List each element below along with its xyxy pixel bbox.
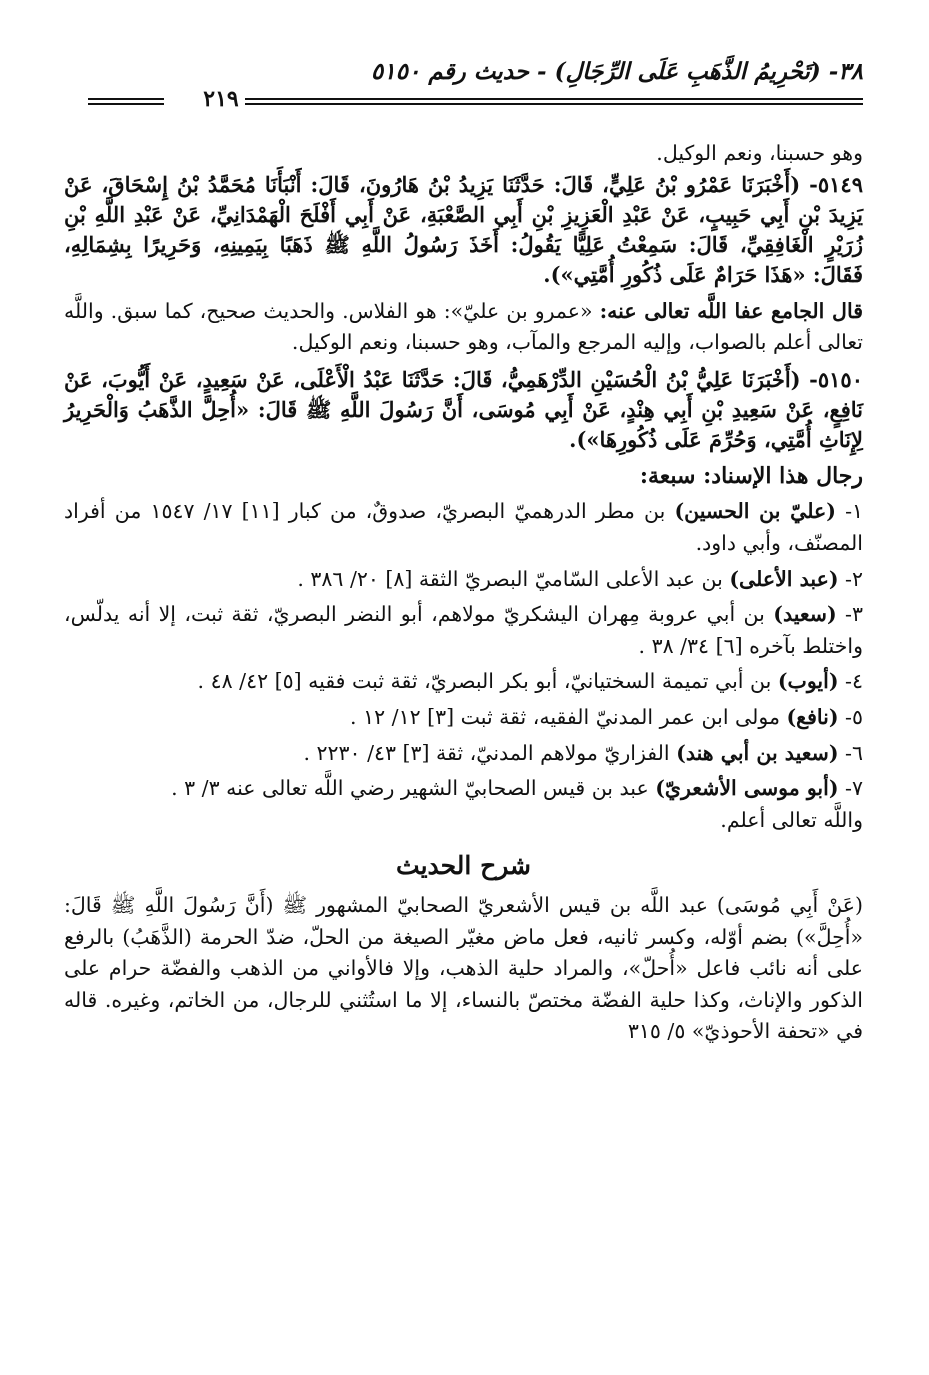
narrator-number: ٤-: [838, 669, 863, 694]
narrator-name: (نافع): [786, 704, 839, 729]
closing-line: واللَّه تعالى أعلم.: [720, 807, 863, 832]
running-header: [88, 52, 863, 112]
narrator-number: ١-: [835, 499, 864, 524]
narrator-item: [64, 599, 863, 662]
narrator-number: ٧-: [838, 776, 863, 801]
narrator-desc: بن مطر الدرهميّ البصريّ، صدوقٌ، من كبار [١١] ١٧/ ١٥٤٧ من أفراد المصنّف، وأبي داود.: [64, 499, 863, 555]
sharh-text: (عَنْ أَبِي مُوسَى) عبد اللَّه بن قيس الأشعريّ الصحابيّ المشهور ﷺ (أَنَّ رَسُولَ اللَّهِ ﷺ قَالَ: «أُحِلَّ») بضم أوّله، وكسر ثانيه، فعل ماض مغيّر الصيغة من الحلّ، ضدّ الحرمة (الذَّهَبُ) بالرفع على أنه نائب فاعل «أُحلّ»، والمراد حلية الذهب، وإلا فالأواني من الذهب والفضّة حرام على الذكور والإناث، وكذا حلية الفضّة مختصّ بالنساء، إلا ما استُثني للرجال، من الخاتم، وغيره. قاله في «تحفة الأحوذيّ» ٥/ ٣١٥: [64, 892, 863, 1044]
narrator-name: (سعيد بن أبي هند): [676, 740, 839, 765]
header-rule: [88, 98, 164, 100]
narrator-number: ٣-: [836, 602, 863, 627]
narrator-name: (عليّ بن الحسين): [674, 499, 836, 524]
author-comment: [64, 296, 863, 359]
narrator-item: [64, 773, 863, 805]
narrator-number: ٦-: [838, 740, 863, 765]
narrator-desc: بن عبد الأعلى السّاميّ البصريّ الثقة [٨] ٢٠/ ٣٨٦ .: [297, 566, 730, 591]
hadith-5150: ٥١٥٠- (أَخْبَرَنَا عَلِيُّ بْنُ الْحُسَيْنِ الدِّرْهَمِيُّ، قَالَ: حَدَّثَنَا عَبْدُ الْأَعْلَى، عَنْ سَعِيدٍ، عَنْ أَيُّوبَ، عَنْ نَافِعٍ، عَنْ سَعِيدِ بْنِ أَبِي هِنْدٍ، عَنْ أَبِي مُوسَى، أَنَّ رَسُولَ اللَّهِ ﷺ قَالَ: «أُحِلَّ الذَّهَبُ وَالْحَرِيرُ لِإِنَاثِ أُمَّتِي، وَحُرِّمَ عَلَى ذُكُورِهَا»).: [64, 366, 863, 452]
narrator-number: ٢-: [838, 566, 863, 591]
narrator-number: ٥-: [838, 704, 863, 729]
narrator-desc: بن أبي عروبة مِهران اليشكريّ مولاهم، أبو النضر البصريّ، ثقة ثبت، إلا أنه يدلّس، واختلط بآخره [٦] ٣٤/ ٣٨ .: [64, 602, 863, 658]
sharh-heading: شرح الحديث: [396, 851, 531, 881]
narrator-name: (سعيد): [773, 602, 837, 627]
narrator-item: [64, 702, 863, 734]
narrator-desc: عبد بن قيس الصحابيّ الشهير رضي اللَّه تعالى عنه ٣/ ٣ .: [171, 776, 656, 801]
closing-phrase: وهو حسبنا، ونعم الوكيل.: [656, 141, 863, 165]
comment-text: «عمرو بن عليّ»: هو الفلاس. والحديث صحيح، كما سبق. واللَّه تعالى أعلم بالصواب، وإليه المرجع والمآب، وهو حسبنا، ونعم الوكيل.: [64, 298, 863, 355]
chapter-title: ٣٨- (تَحْرِيمُ الذَّهَبِ عَلَى الرِّجَالِ) - حديث رقم ٥١٥٠: [370, 58, 863, 85]
page-number: ٢١٩: [203, 86, 239, 112]
rijal-heading: رجال هذا الإسناد: سبعة:: [639, 462, 863, 489]
narrator-item: [64, 738, 863, 770]
narrator-name: (أيوب): [777, 669, 839, 694]
narrator-item: [64, 564, 863, 596]
narrator-name: (عبد الأعلى): [729, 566, 839, 591]
header-rule: [88, 103, 164, 105]
narrator-name: (أبو موسى الأشعريّ): [655, 776, 839, 801]
header-rule: [245, 103, 863, 105]
hadith-5149: ٥١٤٩- (أَخْبَرَنَا عَمْرُو بْنُ عَلِيٍّ، قَالَ: حَدَّثَنَا يَزِيدُ بْنُ هَارُونَ، قَالَ: أَنْبَأَنَا مُحَمَّدُ بْنُ إِسْحَاقَ، عَنْ يَزِيدَ بْنِ أَبِي حَبِيبٍ، عَنْ عَبْدِ الْعَزِيزِ بْنِ أَبِي الصَّعْبَةِ، عَنْ أَبِي أَفْلَحَ الْهَمْدَانِيِّ، عَنْ عَبْدِ اللَّهِ بْنِ زُرَيْرٍ الْغَافِقِيِّ، قَالَ: سَمِعْتُ عَلِيًّا يَقُولُ: أَخَذَ رَسُولُ اللَّهِ ﷺ ذَهَبًا بِيَمِينِهِ، وَحَرِيرًا بِشِمَالِهِ، فَقَالَ: «هَذَا حَرَامٌ عَلَى ذُكُورِ أُمَّتِي»).: [64, 171, 863, 287]
narrator-desc: الفزاريّ مولاهم المدنيّ، ثقة [٣] ٤٣/ ٢٢٣٠ .: [303, 740, 677, 765]
page-body: [64, 138, 863, 1048]
comment-lead: قال الجامع عفا اللَّه تعالى عنه:: [599, 298, 863, 323]
narrator-desc: بن أبي تميمة السختيانيّ، أبو بكر البصريّ، ثقة ثبت فقيه [٥] ٤٢/ ٤٨ .: [197, 669, 778, 694]
narrator-desc: مولى ابن عمر المدنيّ الفقيه، ثقة ثبت [٣] ١٢/ ١٢ .: [350, 704, 787, 729]
narrator-item: [64, 666, 863, 698]
header-rule: [245, 98, 863, 100]
narrator-item: [64, 496, 863, 559]
